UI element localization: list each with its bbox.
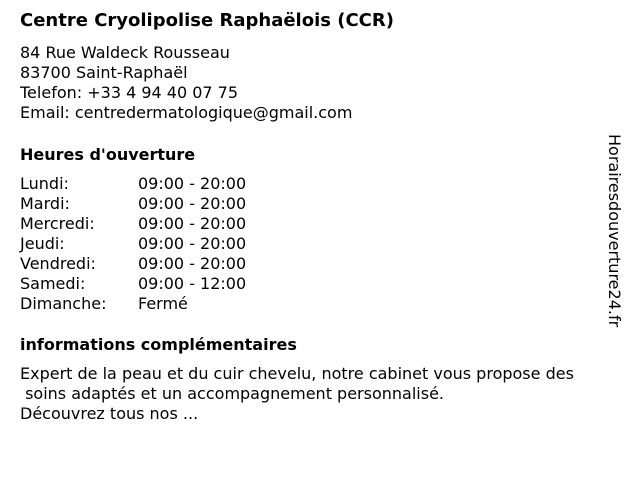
city-postcode: 83700 Saint-Raphaël xyxy=(20,63,188,82)
description-line: soins adaptés et un accompagnement personnalisé. xyxy=(20,384,444,403)
day-hours: Fermé xyxy=(138,294,188,313)
hours-row-monday xyxy=(20,174,246,194)
day-label: Dimanche: xyxy=(20,294,107,313)
day-label: Mercredi: xyxy=(20,214,95,233)
site-watermark: Horairesdouverture24.fr xyxy=(605,134,624,328)
hours-row-friday xyxy=(20,254,246,274)
day-hours: 09:00 - 20:00 xyxy=(138,234,247,253)
phone-number: Telefon: +33 4 94 40 07 75 xyxy=(20,83,239,102)
day-label: Vendredi: xyxy=(20,254,96,273)
additional-info-heading: informations complémentaires xyxy=(20,335,297,354)
day-label: Jeudi: xyxy=(20,234,65,253)
business-name: Centre Cryolipolise Raphaëlois (CCR) xyxy=(20,10,394,31)
hours-row-tuesday xyxy=(20,194,246,214)
day-label: Mardi: xyxy=(20,194,70,213)
day-hours: 09:00 - 20:00 xyxy=(138,174,247,193)
email-address: Email: centredermatologique@gmail.com xyxy=(20,103,353,122)
day-hours: 09:00 - 20:00 xyxy=(138,214,247,233)
opening-hours-heading: Heures d'ouverture xyxy=(20,145,196,164)
day-label: Samedi: xyxy=(20,274,86,293)
opening-hours-table xyxy=(20,174,246,314)
contact-block xyxy=(20,43,352,123)
day-hours: 09:00 - 12:00 xyxy=(138,274,247,293)
business-description xyxy=(20,364,625,424)
day-hours: 09:00 - 20:00 xyxy=(138,194,247,213)
description-line: Expert de la peau et du cuir chevelu, notre cabinet vous propose des xyxy=(20,364,574,383)
hours-row-sunday xyxy=(20,294,246,314)
day-label: Lundi: xyxy=(20,174,69,193)
description-line: Découvrez tous nos ... xyxy=(20,404,199,423)
hours-row-saturday xyxy=(20,274,246,294)
hours-row-thursday xyxy=(20,234,246,254)
street-address: 84 Rue Waldeck Rousseau xyxy=(20,43,230,62)
hours-row-wednesday xyxy=(20,214,246,234)
day-hours: 09:00 - 20:00 xyxy=(138,254,247,273)
